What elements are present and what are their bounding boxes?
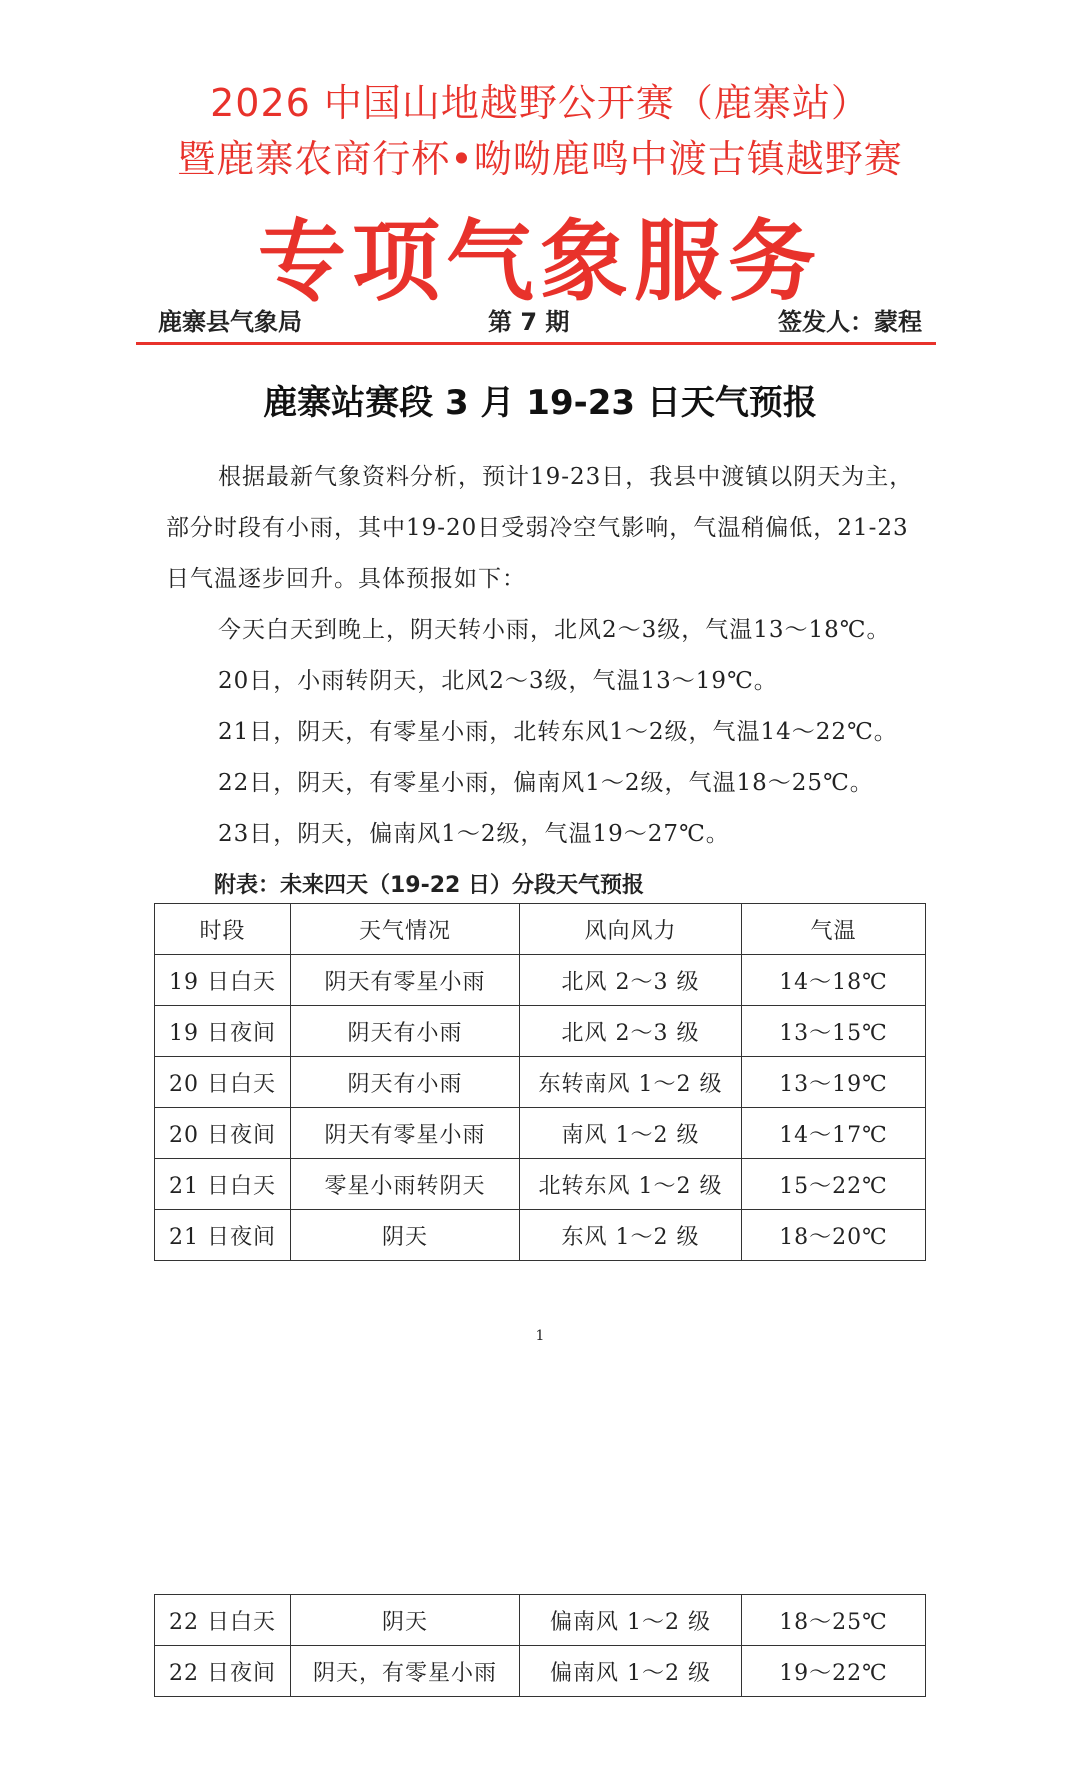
cell-weather: 阴天有小雨 (291, 1006, 520, 1057)
table-row (155, 955, 926, 1006)
cell-period: 19 日夜间 (155, 1006, 291, 1057)
issuer-name: 鹿寨县气象局 (158, 308, 302, 336)
header-temperature: 气温 (742, 904, 926, 955)
cell-temperature: 18～20℃ (742, 1210, 926, 1261)
cell-weather: 阴天有零星小雨 (291, 1108, 520, 1159)
table-row (155, 1057, 926, 1108)
cell-wind: 北转东风 1～2 级 (520, 1159, 742, 1210)
table-row (155, 1159, 926, 1210)
cell-temperature: 14～18℃ (742, 955, 926, 1006)
title-line-1: 2026 中国山地越野公开赛（鹿寨站） (210, 81, 870, 125)
table-row (155, 1646, 926, 1697)
cell-period: 21 日白天 (155, 1159, 291, 1210)
cell-temperature: 13～19℃ (742, 1057, 926, 1108)
table-row (155, 1210, 926, 1261)
cell-wind: 北风 2～3 级 (520, 1006, 742, 1057)
cell-period: 20 日夜间 (155, 1108, 291, 1159)
table-row (155, 1595, 926, 1646)
header-weather: 天气情况 (291, 904, 520, 955)
forecast-body (166, 452, 926, 860)
cell-wind: 北风 2～3 级 (520, 955, 742, 1006)
table-caption: 附表：未来四天（19-22 日）分段天气预报 (214, 873, 645, 898)
cell-weather: 零星小雨转阴天 (291, 1159, 520, 1210)
cell-temperature: 19～22℃ (742, 1646, 926, 1697)
table-row (155, 1006, 926, 1057)
forecast-table (154, 903, 926, 1261)
cell-wind: 南风 1～2 级 (520, 1108, 742, 1159)
cell-temperature: 13～15℃ (742, 1006, 926, 1057)
forecast-line-23: 23日，阴天，偏南风1～2级，气温19～27℃。 (218, 821, 730, 847)
cell-temperature: 14～17℃ (742, 1108, 926, 1159)
cell-wind: 偏南风 1～2 级 (520, 1646, 742, 1697)
signer: 签发人：蒙程 (778, 308, 922, 336)
table-row (155, 1108, 926, 1159)
document-main-title: 专项气象服务 (257, 210, 822, 313)
forecast-line-21: 21日，阴天，有零星小雨，北转东风1～2级，气温14～22℃。 (218, 719, 898, 745)
forecast-line-20: 20日，小雨转阴天，北风2～3级，气温13～19℃。 (218, 668, 778, 694)
cell-temperature: 15～22℃ (742, 1159, 926, 1210)
cell-period: 20 日白天 (155, 1057, 291, 1108)
forecast-title: 鹿寨站赛段 3 月 19-23 日天气预报 (263, 383, 817, 423)
cell-temperature: 18～25℃ (742, 1595, 926, 1646)
cell-weather: 阴天有小雨 (291, 1057, 520, 1108)
page-number: 1 (535, 1328, 545, 1344)
cell-weather: 阴天有零星小雨 (291, 955, 520, 1006)
cell-period: 19 日白天 (155, 955, 291, 1006)
cell-weather: 阴天 (291, 1210, 520, 1261)
forecast-line-22: 22日，阴天，有零星小雨，偏南风1～2级，气温18～25℃。 (218, 770, 874, 796)
header-period: 时段 (155, 904, 291, 955)
cell-weather: 阴天，有零星小雨 (291, 1646, 520, 1697)
header-wind: 风向风力 (520, 904, 742, 955)
cell-weather: 阴天 (291, 1595, 520, 1646)
cell-period: 21 日夜间 (155, 1210, 291, 1261)
issue-number: 第 7 期 (488, 308, 570, 336)
cell-period: 22 日白天 (155, 1595, 291, 1646)
cell-period: 22 日夜间 (155, 1646, 291, 1697)
forecast-table-continued (154, 1594, 926, 1697)
cell-wind: 东风 1～2 级 (520, 1210, 742, 1261)
title-line-2: 暨鹿寨农商行杯•呦呦鹿鸣中渡古镇越野赛 (177, 137, 903, 181)
cell-wind: 偏南风 1～2 级 (520, 1595, 742, 1646)
header-divider (136, 342, 936, 345)
forecast-line-today: 今天白天到晚上，阴天转小雨，北风2～3级，气温13～18℃。 (218, 617, 891, 643)
cell-wind: 东转南风 1～2 级 (520, 1057, 742, 1108)
table-header-row (155, 904, 926, 955)
intro-paragraph: 根据最新气象资料分析，预计19-23日，我县中渡镇以阴天为主，部分时段有小雨，其中19-20日受弱冷空气影响，气温稍偏低，21-23日气温逐步回升。具体预报如下： (166, 464, 914, 592)
